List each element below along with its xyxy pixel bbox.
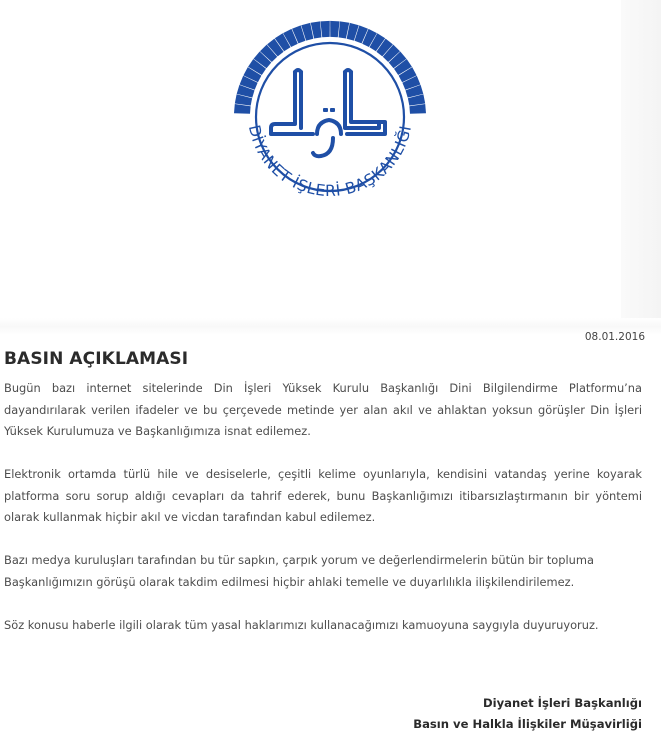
diyanet-logo-icon: [225, 12, 435, 222]
press-release-body: [4, 378, 642, 658]
signature-department: Basın ve Halkla İlişkiler Müşavirliği: [413, 717, 642, 731]
paragraph: Elektronik ortamda türlü hile ve desiselerle, çeşitli kelime oyunlarıyla, kendisini vatandaş yerine koyarak platforma soru sorup aldığı cevapları da tahrif ederek, bunu Başkanlığımızı itibarsızlaştırmanın bir yöntemi olarak kullanmak hiçbir akıl ve vicdan tarafından kabul edilemez.: [4, 467, 642, 524]
header-banner: [0, 0, 661, 335]
page-title: BASIN AÇIKLAMASI: [4, 349, 189, 369]
paragraph: Söz konusu haberle ilgili olarak tüm yasal haklarımızı kullanacağımızı kamuoyuna saygıyla duyuruyoruz.: [4, 617, 599, 632]
signature-institution: Diyanet İşleri Başkanlığı: [482, 696, 642, 710]
paragraph: Bazı medya kuruluşları tarafından bu tür sapkın, çarpık yorum ve değerlendirmelerin bütün bir topluma Başkanlığımızın görüşü olarak takdim edilmesi hiçbir ahlaki temelle ve duyarlılıkla ilişkilendirilemez.: [4, 553, 594, 589]
paragraph: Bugün bazı internet sitelerinde Din İşleri Yüksek Kurulu Başkanlığı Dini Bilgilendirme Platformu’na dayandırılarak verilen ifadeler ve bu çerçevede metinde yer alan akıl ve ahlaktan yoksun görüşler Din İşleri Yüksek Kurulumuza ve Başkanlığımıza isnat edilemez.: [4, 381, 642, 438]
signature-block: [413, 693, 642, 735]
press-release-date: 08.01.2016: [584, 331, 645, 343]
banner-background-decoration: [621, 0, 661, 335]
banner-divider: [0, 318, 661, 335]
logo-ring-text: DİYANET İŞLERİ BAŞKANLIĞI: [244, 123, 416, 201]
